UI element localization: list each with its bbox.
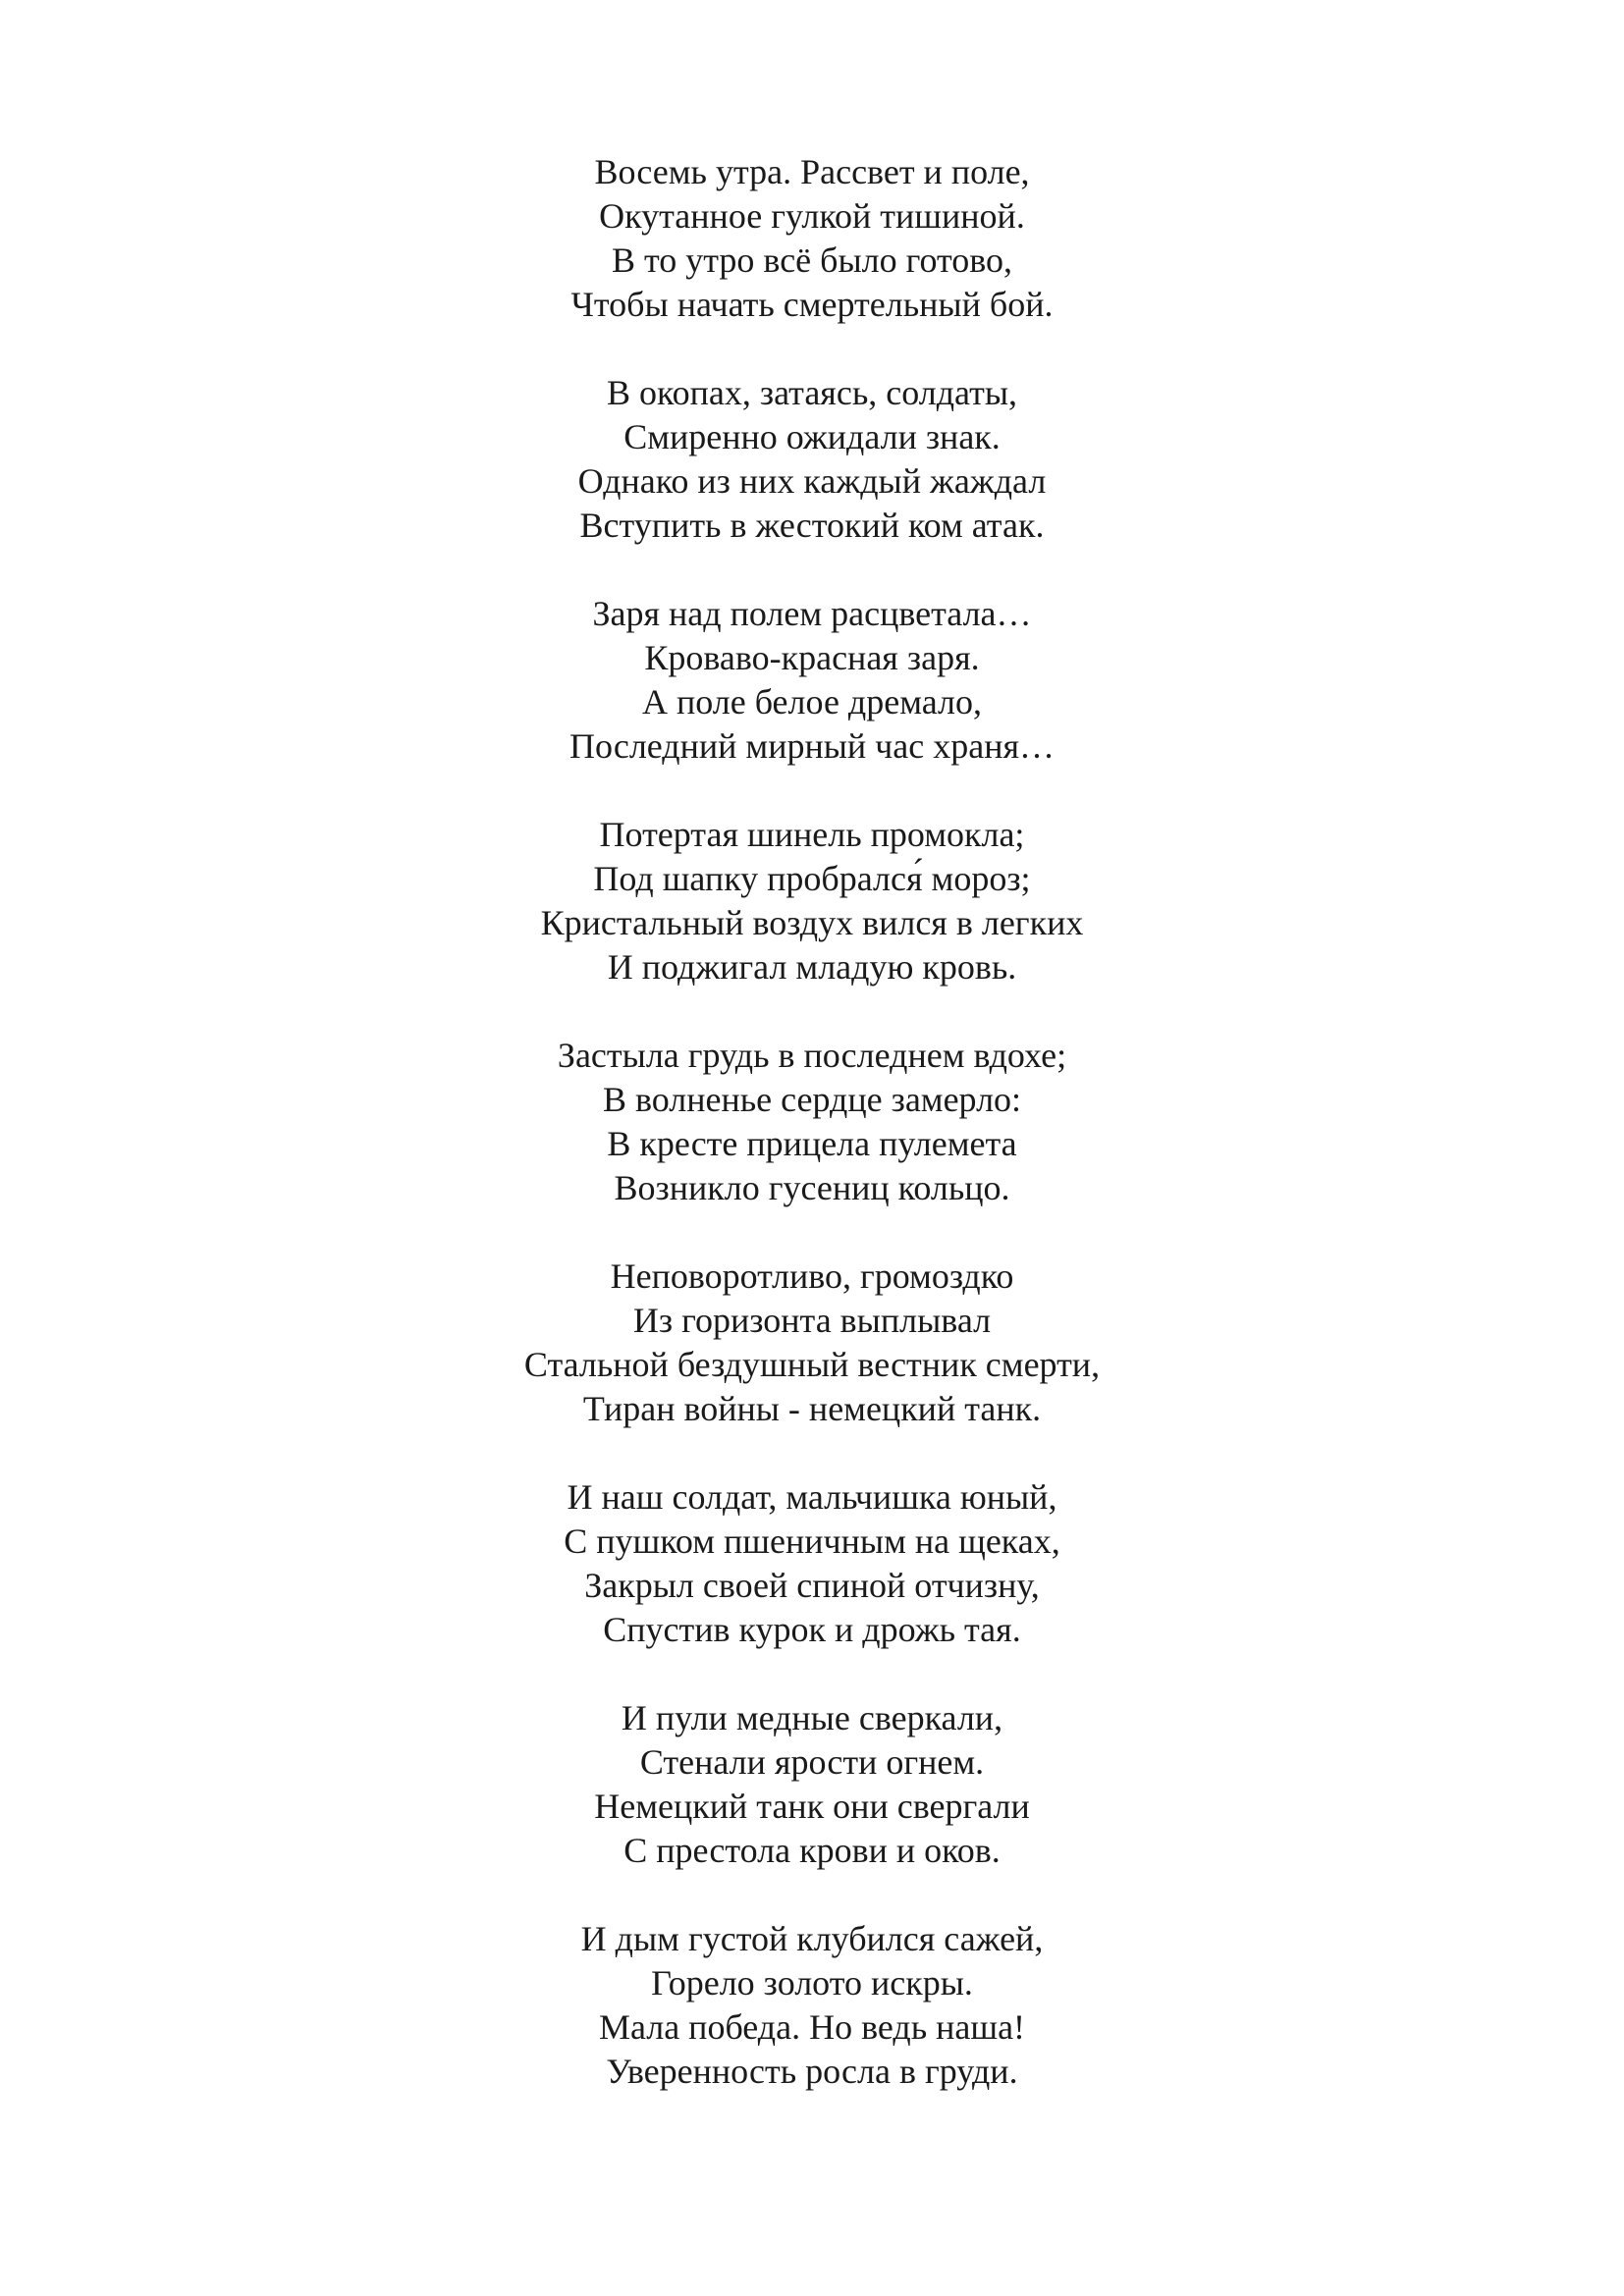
- stanza-6: [0, 1255, 1624, 1431]
- poem-line: Последний мирный час храня…: [568, 726, 1056, 766]
- poem-line: А поле белое дремало,: [641, 682, 983, 721]
- poem-line: Кристальный воздух вился в легких: [540, 903, 1084, 942]
- stanza-8: [0, 1696, 1624, 1873]
- poem-line: Уверенность росла в груди.: [606, 2052, 1018, 2091]
- poem-line: Под шапку пробрался́ мороз;: [593, 859, 1031, 898]
- poem-line: Кроваво-красная заря.: [644, 638, 980, 677]
- stanza-3: [0, 592, 1624, 769]
- poem-line: Немецкий танк они свергали: [594, 1787, 1030, 1826]
- poem-line: Неповоротливо, громоздко: [610, 1256, 1014, 1296]
- stanza-2: [0, 371, 1624, 548]
- poem-line: Смиренно ожидали знак.: [623, 417, 1001, 456]
- poem-line: И пули медные сверкали,: [621, 1698, 1003, 1737]
- poem: [0, 150, 1624, 2094]
- stanza-9: [0, 1917, 1624, 2094]
- poem-line: И наш солдат, мальчишка юный,: [567, 1477, 1057, 1517]
- poem-line: Однако из них каждый жаждал: [577, 461, 1047, 501]
- stanza-4: [0, 813, 1624, 989]
- poem-line: Потертая шинель промокла;: [599, 815, 1025, 854]
- poem-line: С пушком пшеничным на щеках,: [564, 1522, 1060, 1561]
- stanza-5: [0, 1034, 1624, 1210]
- poem-line: Стенали ярости огнем.: [639, 1742, 985, 1782]
- poem-line: С престола крови и оков.: [623, 1831, 1001, 1870]
- poem-line: Застыла грудь в последнем вдохе;: [557, 1036, 1067, 1075]
- poem-line: Стальной бездушный вестник смерти,: [523, 1345, 1101, 1384]
- poem-line: Мала победа. Но ведь наша!: [598, 2007, 1026, 2047]
- poem-line: Тиран войны - немецкий танк.: [582, 1389, 1042, 1428]
- poem-line: Из горизонта выплывал: [632, 1301, 992, 1340]
- poem-line: Спустив курок и дрожь тая.: [603, 1610, 1021, 1649]
- stanza-7: [0, 1475, 1624, 1652]
- poem-line: В окопах, затаясь, солдаты,: [606, 373, 1018, 412]
- poem-line: Закрыл своей спиной отчизну,: [584, 1566, 1040, 1605]
- poem-line: Вступить в жестокий ком атак.: [579, 506, 1045, 545]
- poem-line: Восемь утра. Рассвет и поле,: [594, 152, 1030, 191]
- poem-line: В волненье сердце замерло:: [602, 1080, 1022, 1119]
- poem-line: И дым густой клубился сажей,: [580, 1919, 1044, 1958]
- poem-line: Возникло гусениц кольцо.: [614, 1168, 1010, 1207]
- poem-line: Чтобы начать смертельный бой.: [570, 285, 1054, 324]
- stanza-1: [0, 150, 1624, 327]
- poem-line: В то утро всё было готово,: [611, 240, 1013, 280]
- poem-line: В кресте прицела пулемета: [607, 1124, 1017, 1163]
- poem-line: Заря над полем расцветала…: [592, 594, 1032, 633]
- poem-line: И поджигал младую кровь.: [607, 947, 1017, 987]
- poem-line: Окутанное гулкой тишиной.: [599, 196, 1025, 236]
- poem-line: Горело золото искры.: [651, 1963, 973, 2002]
